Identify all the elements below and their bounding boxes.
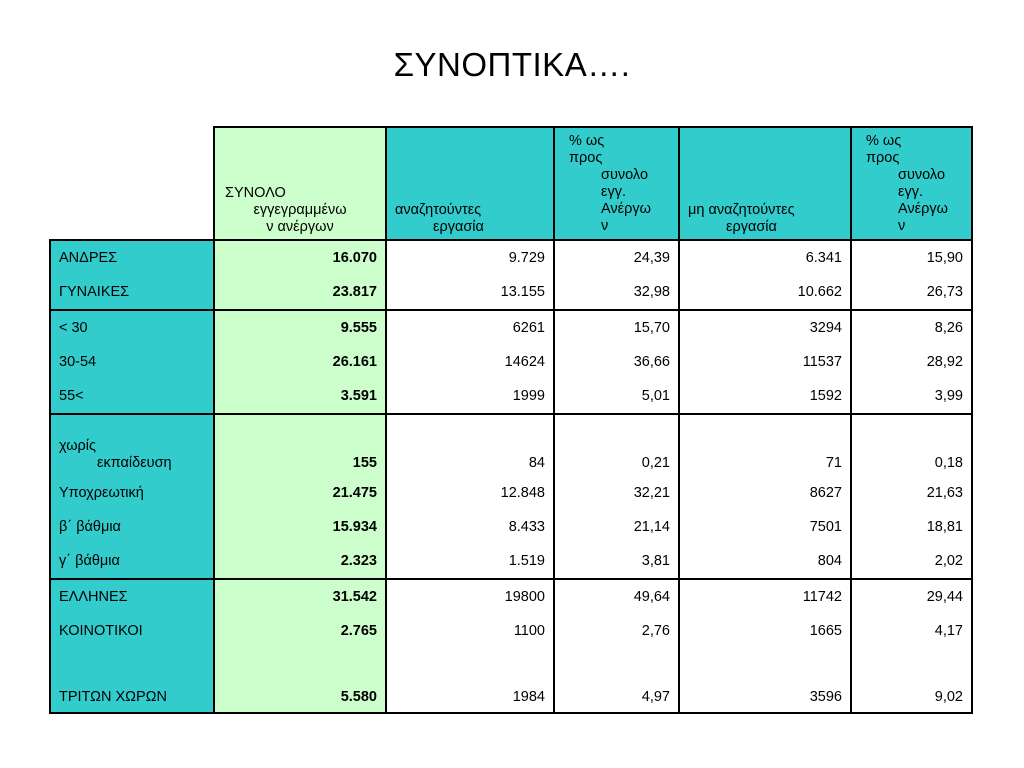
header-pct-line: % ως προς — [569, 133, 605, 166]
row-label: < 30 — [50, 310, 214, 345]
cell-total: 31.542 — [214, 579, 386, 614]
cell-total: 3.591 — [214, 379, 386, 414]
cell-pct-seeking: 2,76 — [554, 614, 679, 648]
cell-not-seeking: 7501 — [679, 510, 851, 544]
header-not-seeking-line: εργασία — [726, 219, 777, 235]
table-row — [50, 476, 972, 510]
cell-pct-not-seeking: 21,63 — [851, 476, 972, 510]
cell-pct-not-seeking: 8,26 — [851, 310, 972, 345]
cell-seeking: 12.848 — [386, 476, 554, 510]
row-label: ΕΛΛΗΝΕΣ — [50, 579, 214, 614]
table-row — [50, 614, 972, 648]
row-label: 55< — [50, 379, 214, 414]
header-pct-line: συνολο — [601, 167, 649, 183]
cell-seeking: 1984 — [386, 648, 554, 713]
cell-total: 23.817 — [214, 275, 386, 310]
empty-corner-cell — [50, 127, 214, 240]
cell-pct-seeking: 24,39 — [554, 240, 679, 275]
cell-seeking: 1999 — [386, 379, 554, 414]
cell-pct-not-seeking: 4,17 — [851, 614, 972, 648]
cell-seeking: 13.155 — [386, 275, 554, 310]
header-not-seeking — [679, 127, 851, 240]
cell-not-seeking: 6.341 — [679, 240, 851, 275]
slide-title: ΣΥΝΟΠΤΙΚΑ…. — [393, 46, 631, 83]
row-label — [50, 414, 214, 476]
cell-not-seeking: 71 — [679, 414, 851, 476]
cell-not-seeking: 1592 — [679, 379, 851, 414]
cell-pct-seeking: 4,97 — [554, 648, 679, 713]
header-row — [50, 127, 972, 240]
row-label: ΤΡΙΤΩΝ ΧΩΡΩΝ — [50, 648, 214, 713]
cell-seeking: 6261 — [386, 310, 554, 345]
cell-pct-seeking: 3,81 — [554, 544, 679, 579]
cell-pct-not-seeking: 29,44 — [851, 579, 972, 614]
row-label: ΑΝΔΡΕΣ — [50, 240, 214, 275]
cell-pct-not-seeking: 0,18 — [851, 414, 972, 476]
row-label: ΓΥΝΑΙΚΕΣ — [50, 275, 214, 310]
row-label: ΚΟΙΝΟΤΙΚΟΙ — [50, 614, 214, 648]
cell-seeking: 8.433 — [386, 510, 554, 544]
cell-not-seeking: 8627 — [679, 476, 851, 510]
cell-total: 2.323 — [214, 544, 386, 579]
cell-seeking: 1.519 — [386, 544, 554, 579]
cell-total: 26.161 — [214, 345, 386, 379]
header-not-seeking-line: μη αναζητούντες — [688, 202, 795, 218]
header-pct-line: ν — [601, 218, 609, 234]
table-row — [50, 648, 972, 713]
row-label: β΄ βάθμια — [50, 510, 214, 544]
row-label: 30-54 — [50, 345, 214, 379]
table-row — [50, 379, 972, 414]
table-row — [50, 240, 972, 275]
cell-pct-not-seeking: 3,99 — [851, 379, 972, 414]
table-row — [50, 414, 972, 476]
header-total-line: ν ανέργων — [266, 219, 334, 235]
cell-total: 16.070 — [214, 240, 386, 275]
cell-not-seeking: 11742 — [679, 579, 851, 614]
cell-pct-seeking: 32,98 — [554, 275, 679, 310]
header-pct-line: % ως προς — [866, 133, 902, 166]
cell-total: 21.475 — [214, 476, 386, 510]
cell-pct-seeking: 32,21 — [554, 476, 679, 510]
table-row — [50, 275, 972, 310]
cell-pct-seeking: 5,01 — [554, 379, 679, 414]
row-label: Υποχρεωτική — [50, 476, 214, 510]
cell-pct-not-seeking: 26,73 — [851, 275, 972, 310]
header-total-line: ΣΥΝΟΛΟ — [225, 185, 286, 201]
header-seeking — [386, 127, 554, 240]
cell-not-seeking: 3294 — [679, 310, 851, 345]
header-pct-line: ν — [898, 218, 906, 234]
header-pct-line: Ανέργω — [898, 201, 948, 217]
header-seeking-line: αναζητούντες — [395, 202, 482, 218]
header-pct-line: Ανέργω — [601, 201, 651, 217]
header-pct-seeking — [554, 127, 679, 240]
cell-total: 2.765 — [214, 614, 386, 648]
cell-pct-not-seeking: 28,92 — [851, 345, 972, 379]
header-pct-not-seeking — [851, 127, 972, 240]
header-pct-line: εγγ. — [601, 184, 626, 200]
cell-seeking: 19800 — [386, 579, 554, 614]
cell-pct-seeking: 36,66 — [554, 345, 679, 379]
cell-seeking: 9.729 — [386, 240, 554, 275]
header-seeking-line: εργασία — [433, 219, 484, 235]
cell-pct-seeking: 49,64 — [554, 579, 679, 614]
cell-seeking: 1100 — [386, 614, 554, 648]
row-label: γ΄ βάθμια — [50, 544, 214, 579]
cell-seeking: 14624 — [386, 345, 554, 379]
row-label-line: χωρίς — [59, 438, 97, 454]
header-pct-line: συνολο — [898, 167, 946, 183]
table-row — [50, 579, 972, 614]
row-label-line: εκπαίδευση — [97, 455, 172, 471]
cell-not-seeking: 1665 — [679, 614, 851, 648]
table-row — [50, 345, 972, 379]
cell-pct-not-seeking: 15,90 — [851, 240, 972, 275]
header-total-line: εγγεγραμμένω — [253, 202, 347, 218]
cell-not-seeking: 3596 — [679, 648, 851, 713]
cell-total: 15.934 — [214, 510, 386, 544]
summary-table — [49, 126, 973, 714]
cell-total: 9.555 — [214, 310, 386, 345]
cell-not-seeking: 11537 — [679, 345, 851, 379]
cell-pct-seeking: 0,21 — [554, 414, 679, 476]
table-row — [50, 310, 972, 345]
cell-pct-not-seeking: 9,02 — [851, 648, 972, 713]
cell-total: 155 — [214, 414, 386, 476]
cell-not-seeking: 804 — [679, 544, 851, 579]
cell-pct-not-seeking: 18,81 — [851, 510, 972, 544]
cell-pct-seeking: 15,70 — [554, 310, 679, 345]
cell-total: 5.580 — [214, 648, 386, 713]
cell-not-seeking: 10.662 — [679, 275, 851, 310]
header-total — [214, 127, 386, 240]
header-pct-line: εγγ. — [898, 184, 923, 200]
cell-seeking: 84 — [386, 414, 554, 476]
cell-pct-seeking: 21,14 — [554, 510, 679, 544]
table-row — [50, 544, 972, 579]
table-row — [50, 510, 972, 544]
cell-pct-not-seeking: 2,02 — [851, 544, 972, 579]
